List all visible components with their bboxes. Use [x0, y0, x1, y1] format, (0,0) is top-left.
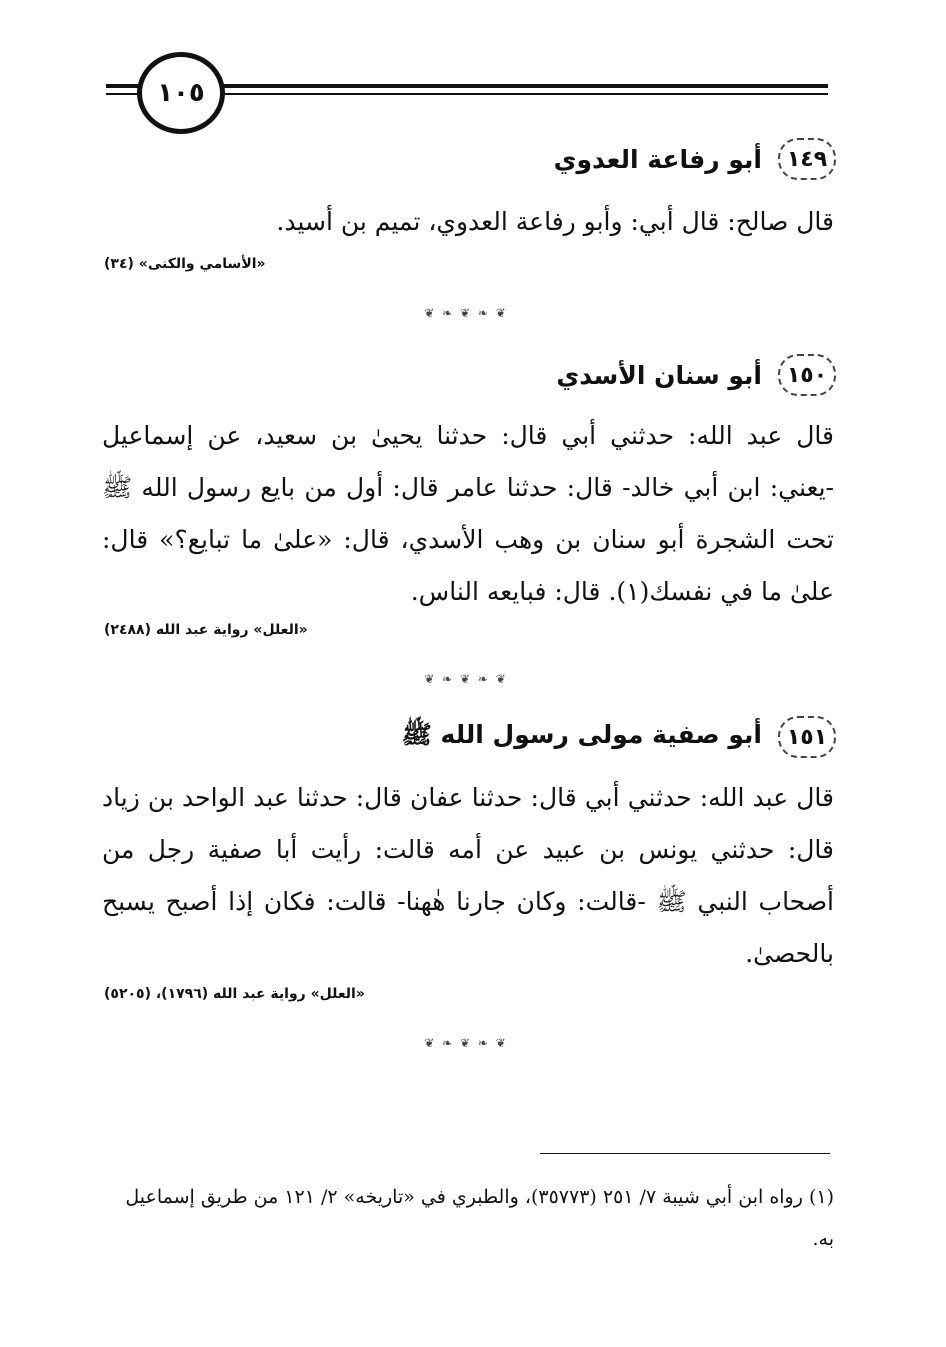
entry-number-badge: ١٥١	[778, 716, 836, 758]
entry-source: «العلل» رواية عبد الله (٢٤٨٨)	[104, 622, 308, 638]
entry-heading	[402, 716, 836, 758]
entry-text: قال عبد الله: حدثني أبي قال: حدثنا يحيىٰ بن سعيد، عن إسماعيل -يعني: ابن أبي خالد- قال: حدثنا عامر قال: أول من بايع رسول الله ﷺ تحت الشجرة أبو سنان بن وهب الأسدي، قال: «علىٰ ما تبايع؟» قال: علىٰ ما في نفسك(١). قال: فبايعه الناس.	[102, 421, 834, 606]
entry-number-badge: ١٥٠	[778, 354, 836, 396]
entry-source: «الأسامي والكنى» (٣٤)	[104, 256, 266, 272]
entry-title: أبو رفاعة العدوي	[553, 144, 762, 174]
page-number: ١٠٥	[137, 52, 225, 134]
entry-source: «العلل» رواية عبد الله (١٧٩٦)، (٥٢٠٥)	[104, 986, 365, 1002]
footnote: (١) رواه ابن أبي شيبة ٧/ ٢٥١ (٣٥٧٧٣)، والطبري في «تاريخه» ٢/ ١٢١ من طريق إسماعيل به.	[125, 1186, 834, 1250]
entry-title: أبو سنان الأسدي	[556, 360, 762, 390]
entry-title: أبو صفية مولى رسول الله ﷺ	[401, 719, 762, 749]
footnote-rule	[540, 1153, 830, 1154]
entry-number-badge: ١٤٩	[778, 138, 836, 180]
entry-text: قال صالح: قال أبي: وأبو رفاعة العدوي، تميم بن أسيد.	[276, 207, 834, 236]
entry-text: قال عبد الله: حدثني أبي قال: حدثنا عفان قال: حدثنا عبد الواحد بن زياد قال: حدثني يونس بن عبيد عن أمه قالت: رأيت أبا صفية رجل من أصحاب النبي ﷺ -قالت: وكان جارنا هٰهنا- قالت: فكان إذا أصبح يسبح بالحصىٰ.	[102, 783, 834, 968]
entry-heading	[554, 138, 836, 180]
section-divider-ornament: ❦ ❧ ❦ ❧ ❦	[424, 306, 508, 320]
section-divider-ornament: ❦ ❧ ❦ ❧ ❦	[424, 1036, 508, 1050]
entry-heading	[556, 354, 836, 396]
section-divider-ornament: ❦ ❧ ❦ ❧ ❦	[424, 672, 508, 686]
